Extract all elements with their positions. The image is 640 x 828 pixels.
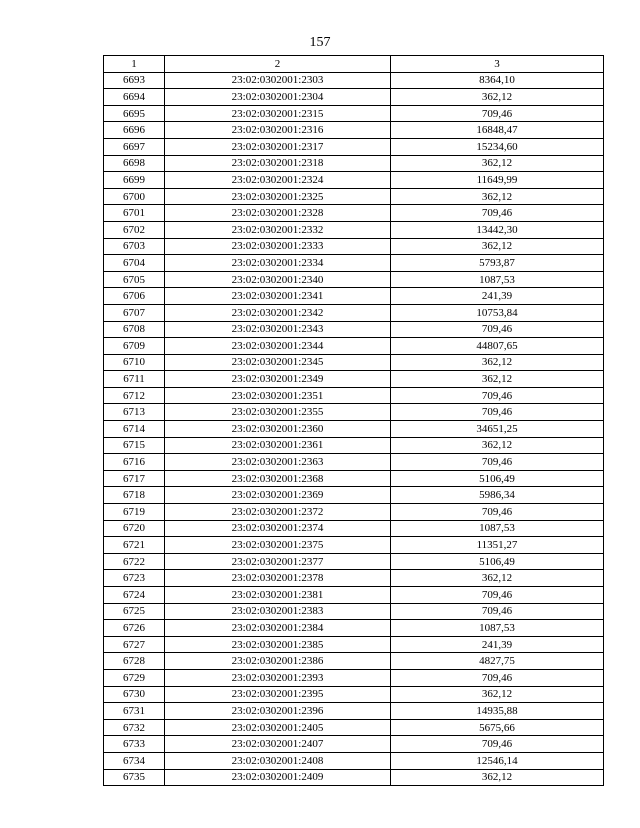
cadastral-number-cell: 23:02:0302001:2344 [165, 338, 391, 355]
value-cell: 362,12 [391, 371, 604, 388]
cadastral-number-cell: 23:02:0302001:2303 [165, 72, 391, 89]
cadastral-number-cell: 23:02:0302001:2334 [165, 255, 391, 272]
table-row [104, 304, 604, 321]
cadastral-number-cell: 23:02:0302001:2332 [165, 221, 391, 238]
table-row [104, 122, 604, 139]
value-cell: 709,46 [391, 321, 604, 338]
value-cell: 44807,65 [391, 338, 604, 355]
cadastral-number-cell: 23:02:0302001:2360 [165, 421, 391, 438]
value-cell: 8364,10 [391, 72, 604, 89]
value-cell: 709,46 [391, 736, 604, 753]
cadastral-number-cell: 23:02:0302001:2381 [165, 587, 391, 604]
cadastral-number-cell: 23:02:0302001:2345 [165, 354, 391, 371]
table-row [104, 105, 604, 122]
value-cell: 362,12 [391, 769, 604, 786]
row-number-cell: 6694 [104, 89, 165, 106]
table-row [104, 437, 604, 454]
table-row [104, 769, 604, 786]
row-number-cell: 6705 [104, 271, 165, 288]
cadastral-number-cell: 23:02:0302001:2395 [165, 686, 391, 703]
cadastral-number-cell: 23:02:0302001:2333 [165, 238, 391, 255]
column-header-3: 3 [391, 56, 604, 73]
table-row [104, 172, 604, 189]
value-cell: 241,39 [391, 636, 604, 653]
table-row [104, 387, 604, 404]
row-number-cell: 6722 [104, 553, 165, 570]
cadastral-number-cell: 23:02:0302001:2396 [165, 703, 391, 720]
row-number-cell: 6731 [104, 703, 165, 720]
row-number-cell: 6693 [104, 72, 165, 89]
table-row [104, 354, 604, 371]
row-number-cell: 6717 [104, 470, 165, 487]
table-header-row [104, 56, 604, 73]
value-cell: 13442,30 [391, 221, 604, 238]
cadastral-number-cell: 23:02:0302001:2408 [165, 752, 391, 769]
value-cell: 362,12 [391, 89, 604, 106]
table-row [104, 321, 604, 338]
table-row [104, 553, 604, 570]
row-number-cell: 6725 [104, 603, 165, 620]
table-body [104, 72, 604, 786]
cadastral-number-cell: 23:02:0302001:2378 [165, 570, 391, 587]
table-row [104, 138, 604, 155]
cadastral-number-cell: 23:02:0302001:2342 [165, 304, 391, 321]
cadastral-number-cell: 23:02:0302001:2355 [165, 404, 391, 421]
row-number-cell: 6729 [104, 669, 165, 686]
value-cell: 709,46 [391, 404, 604, 421]
table-row [104, 188, 604, 205]
table-row [104, 653, 604, 670]
value-cell: 709,46 [391, 669, 604, 686]
table-row [104, 470, 604, 487]
cadastral-number-cell: 23:02:0302001:2318 [165, 155, 391, 172]
table-row [104, 371, 604, 388]
table-row [104, 271, 604, 288]
row-number-cell: 6733 [104, 736, 165, 753]
cadastral-number-cell: 23:02:0302001:2317 [165, 138, 391, 155]
value-cell: 10753,84 [391, 304, 604, 321]
value-cell: 709,46 [391, 504, 604, 521]
cadastral-number-cell: 23:02:0302001:2405 [165, 719, 391, 736]
value-cell: 362,12 [391, 238, 604, 255]
table-row [104, 221, 604, 238]
value-cell: 709,46 [391, 587, 604, 604]
row-number-cell: 6727 [104, 636, 165, 653]
row-number-cell: 6709 [104, 338, 165, 355]
cadastral-number-cell: 23:02:0302001:2385 [165, 636, 391, 653]
cadastral-number-cell: 23:02:0302001:2363 [165, 454, 391, 471]
row-number-cell: 6698 [104, 155, 165, 172]
value-cell: 11649,99 [391, 172, 604, 189]
page-number: 157 [309, 35, 331, 50]
cadastral-number-cell: 23:02:0302001:2340 [165, 271, 391, 288]
row-number-cell: 6730 [104, 686, 165, 703]
cadastral-number-cell: 23:02:0302001:2409 [165, 769, 391, 786]
column-header-1: 1 [104, 56, 165, 73]
row-number-cell: 6719 [104, 504, 165, 521]
value-cell: 709,46 [391, 205, 604, 222]
cadastral-number-cell: 23:02:0302001:2377 [165, 553, 391, 570]
table-row [104, 719, 604, 736]
row-number-cell: 6732 [104, 719, 165, 736]
table-row [104, 520, 604, 537]
row-number-cell: 6716 [104, 454, 165, 471]
cadastral-number-cell: 23:02:0302001:2341 [165, 288, 391, 305]
value-cell: 5986,34 [391, 487, 604, 504]
table-row [104, 570, 604, 587]
value-cell: 5793,87 [391, 255, 604, 272]
value-cell: 362,12 [391, 570, 604, 587]
table-row [104, 703, 604, 720]
value-cell: 709,46 [391, 387, 604, 404]
row-number-cell: 6704 [104, 255, 165, 272]
cadastral-number-cell: 23:02:0302001:2384 [165, 620, 391, 637]
cadastral-number-cell: 23:02:0302001:2393 [165, 669, 391, 686]
table-row [104, 89, 604, 106]
cadastral-number-cell: 23:02:0302001:2368 [165, 470, 391, 487]
value-cell: 362,12 [391, 188, 604, 205]
value-cell: 709,46 [391, 454, 604, 471]
table-row [104, 603, 604, 620]
table-row [104, 587, 604, 604]
row-number-cell: 6724 [104, 587, 165, 604]
row-number-cell: 6706 [104, 288, 165, 305]
value-cell: 15234,60 [391, 138, 604, 155]
cadastral-number-cell: 23:02:0302001:2374 [165, 520, 391, 537]
table-row [104, 487, 604, 504]
row-number-cell: 6695 [104, 105, 165, 122]
row-number-cell: 6712 [104, 387, 165, 404]
cadastral-number-cell: 23:02:0302001:2386 [165, 653, 391, 670]
cadastral-number-cell: 23:02:0302001:2407 [165, 736, 391, 753]
cadastral-number-cell: 23:02:0302001:2375 [165, 537, 391, 554]
cadastral-number-cell: 23:02:0302001:2383 [165, 603, 391, 620]
value-cell: 1087,53 [391, 271, 604, 288]
table-row [104, 205, 604, 222]
cadastral-number-cell: 23:02:0302001:2304 [165, 89, 391, 106]
table-row [104, 255, 604, 272]
row-number-cell: 6723 [104, 570, 165, 587]
row-number-cell: 6707 [104, 304, 165, 321]
value-cell: 5675,66 [391, 719, 604, 736]
row-number-cell: 6701 [104, 205, 165, 222]
value-cell: 241,39 [391, 288, 604, 305]
row-number-cell: 6696 [104, 122, 165, 139]
cadastral-number-cell: 23:02:0302001:2349 [165, 371, 391, 388]
row-number-cell: 6710 [104, 354, 165, 371]
cadastral-number-cell: 23:02:0302001:2316 [165, 122, 391, 139]
table-row [104, 686, 604, 703]
value-cell: 709,46 [391, 603, 604, 620]
table-row [104, 155, 604, 172]
row-number-cell: 6699 [104, 172, 165, 189]
table-row [104, 454, 604, 471]
value-cell: 362,12 [391, 155, 604, 172]
cadastral-number-cell: 23:02:0302001:2343 [165, 321, 391, 338]
value-cell: 1087,53 [391, 520, 604, 537]
row-number-cell: 6715 [104, 437, 165, 454]
row-number-cell: 6711 [104, 371, 165, 388]
table-row [104, 669, 604, 686]
table-row [104, 72, 604, 89]
cadastral-number-cell: 23:02:0302001:2361 [165, 437, 391, 454]
row-number-cell: 6697 [104, 138, 165, 155]
table-row [104, 504, 604, 521]
value-cell: 14935,88 [391, 703, 604, 720]
column-header-2: 2 [165, 56, 391, 73]
value-cell: 5106,49 [391, 470, 604, 487]
value-cell: 709,46 [391, 105, 604, 122]
row-number-cell: 6700 [104, 188, 165, 205]
row-number-cell: 6713 [104, 404, 165, 421]
row-number-cell: 6720 [104, 520, 165, 537]
value-cell: 362,12 [391, 354, 604, 371]
row-number-cell: 6728 [104, 653, 165, 670]
table-row [104, 620, 604, 637]
value-cell: 4827,75 [391, 653, 604, 670]
row-number-cell: 6726 [104, 620, 165, 637]
table-row [104, 288, 604, 305]
table-row [104, 404, 604, 421]
value-cell: 12546,14 [391, 752, 604, 769]
table-row [104, 636, 604, 653]
row-number-cell: 6714 [104, 421, 165, 438]
row-number-cell: 6703 [104, 238, 165, 255]
cadastral-number-cell: 23:02:0302001:2351 [165, 387, 391, 404]
table-row [104, 421, 604, 438]
value-cell: 16848,47 [391, 122, 604, 139]
value-cell: 34651,25 [391, 421, 604, 438]
row-number-cell: 6708 [104, 321, 165, 338]
table-row [104, 238, 604, 255]
table-row [104, 537, 604, 554]
cadastral-number-cell: 23:02:0302001:2325 [165, 188, 391, 205]
data-table [103, 55, 604, 786]
value-cell: 1087,53 [391, 620, 604, 637]
value-cell: 362,12 [391, 686, 604, 703]
cadastral-number-cell: 23:02:0302001:2315 [165, 105, 391, 122]
cadastral-number-cell: 23:02:0302001:2328 [165, 205, 391, 222]
row-number-cell: 6721 [104, 537, 165, 554]
table-row [104, 752, 604, 769]
row-number-cell: 6702 [104, 221, 165, 238]
row-number-cell: 6735 [104, 769, 165, 786]
cadastral-number-cell: 23:02:0302001:2324 [165, 172, 391, 189]
table-row [104, 338, 604, 355]
row-number-cell: 6718 [104, 487, 165, 504]
value-cell: 11351,27 [391, 537, 604, 554]
cadastral-number-cell: 23:02:0302001:2369 [165, 487, 391, 504]
value-cell: 362,12 [391, 437, 604, 454]
row-number-cell: 6734 [104, 752, 165, 769]
table-row [104, 736, 604, 753]
cadastral-number-cell: 23:02:0302001:2372 [165, 504, 391, 521]
value-cell: 5106,49 [391, 553, 604, 570]
